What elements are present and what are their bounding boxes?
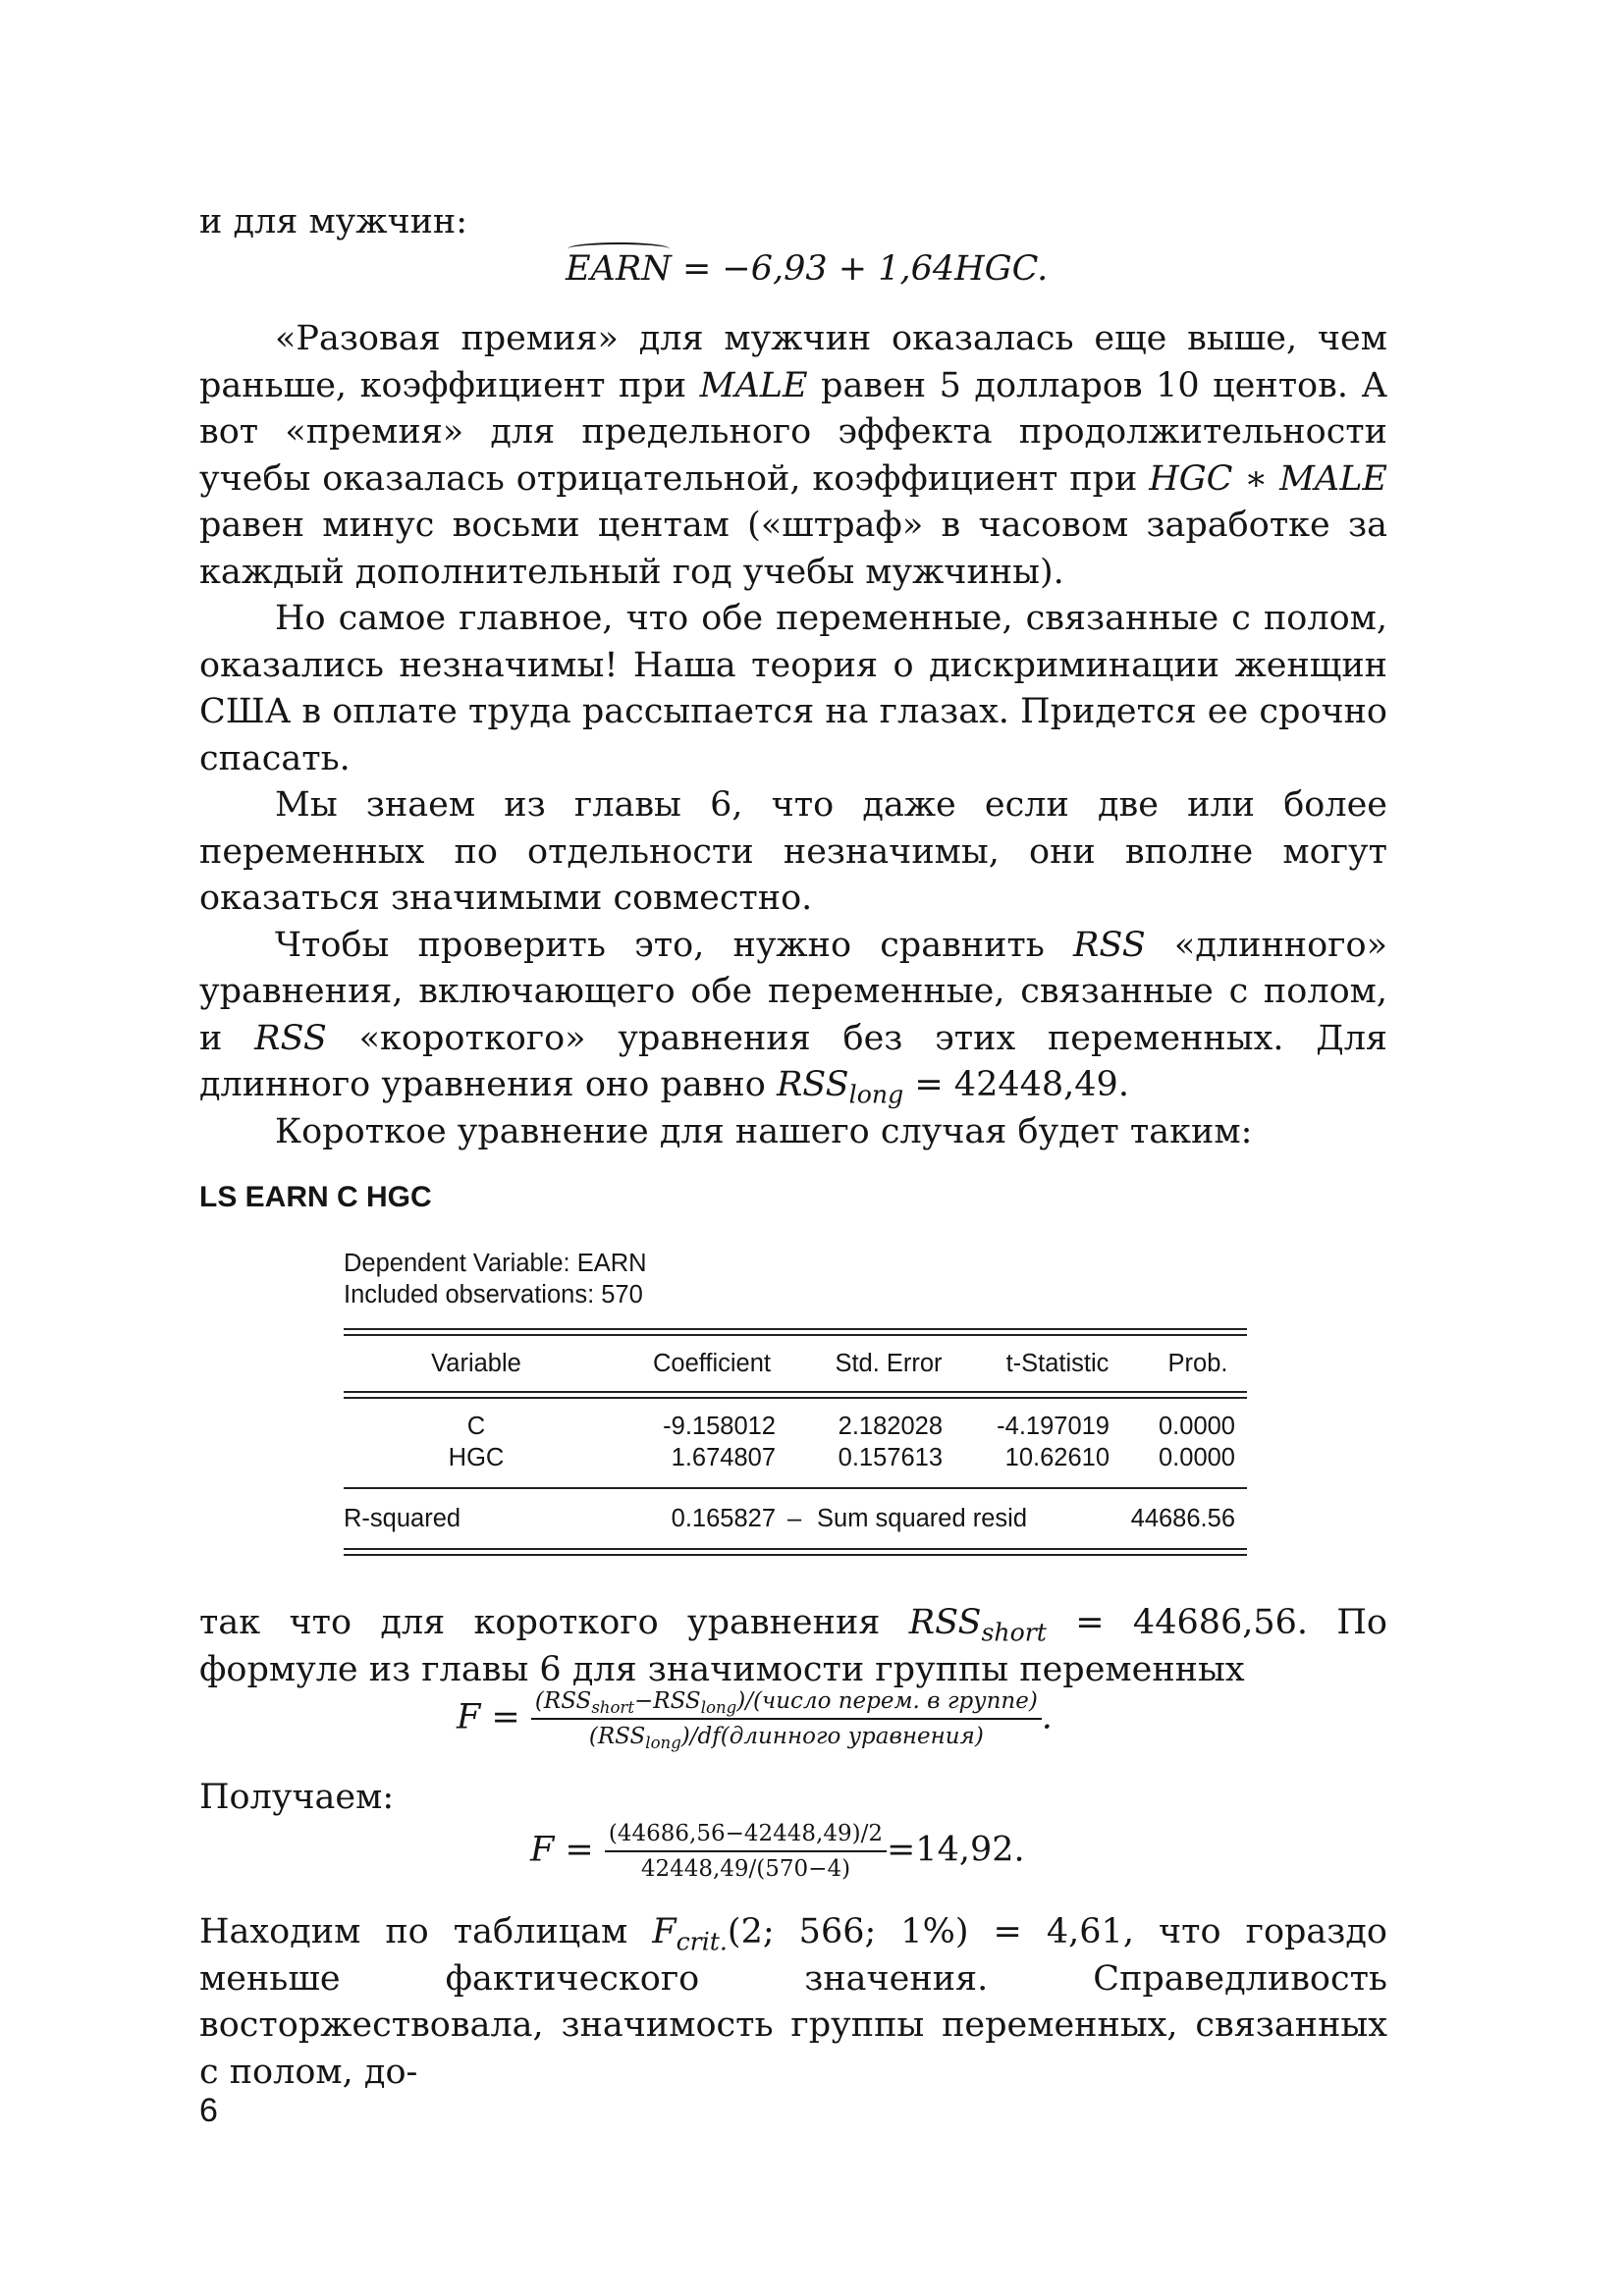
paragraph-intro: и для мужчин: [199,202,468,241]
paragraph-getting: Получаем: [199,1778,395,1817]
rule-mid-1 [344,1391,1247,1393]
earn-hat: EARN [566,246,672,294]
equation-rest: = −6,93 + 1,64HGC. [671,249,1049,289]
rule-bottom-1 [344,1548,1247,1550]
rule-mid-2 [344,1397,1247,1399]
paragraph-chapter6: Мы знаем из главы 6, что даже если две или более переменных по отдельности незначимы, они вполне могут оказаться значимыми совместно. [199,785,1387,918]
f-value-numerator: (44686,56−42448,49)/2 [605,1819,887,1852]
f-value-fraction [605,1819,887,1884]
rule-top-2 [344,1334,1247,1336]
r-squared-value: 0.165827 [671,1505,776,1532]
rss-long: $RSS_{long}$ [776,1065,904,1109]
paragraph-rss: Чтобы проверить это, нужно сравнить RSS «длинного» уравнения, включающего обе переменные, связанные с полом, и RSS «короткого» уравнения без этих переменных. Для длинного уравнения оно равно $RSS_{long} = 42448,49$. [199,925,1388,1109]
f-value-denominator: 42448,49/(570−4) [640,1856,851,1882]
f-formula-denominator: $(RSS_{long})/df(длинного$ уравнения) [588,1724,984,1752]
f-value-result: =14,92. [886,1830,1025,1870]
ls-command-heading: LS EARN C HGC [199,1181,432,1213]
f-formula-fraction [531,1686,1042,1751]
body-text-upper [199,316,1387,1155]
equation-f-value: F = $\frac{(44686,56-42448,49)/2}{42448,49/(570-4)}$ =14,92. [530,1821,1025,1882]
ssr-label: Sum squared resid [817,1505,1028,1532]
body-text-after-table [199,1600,1387,1693]
header-std-error: Std. Error [835,1350,943,1377]
header-t-statistic: t-Statistic [1005,1350,1110,1377]
rule-bottom-2 [344,1554,1247,1556]
paragraph-fcrit: Находим по таблицам $F_{crit.}(2$; 566; 1%) = 4,61, что гораздо меньше фактического значения. Справедливость восторжествовала, значимость группы переменных, связанных с полом, до- [199,1912,1387,2092]
document-page: и для мужчин: EARN = −6,93 + 1,64HGC. «Разовая премия» для мужчин оказалась еще выше, чем раньше, коэффициент при MALE равен 5 долларов 10 центов. А вот «премия» для предельного эффекта продолжительности учебы оказалась отрицательной, коэффициент при HGC ∗ MALE равен минус восьми центам («штраф» в часовом заработке за каждый дополнительный год учебы мужчины). Но самое главное, что обе переменные, связанные с полом, оказались незначимы! Наша теория о дискриминации женщин США в оплате труда рассыпается на глазах. Придется ее срочно спасать. Мы знаем из главы 6, что даже если две или более переменных по отдельности незначимы, они вполне могут оказаться значимыми совместно. Чтобы проверить это, нужно сравнить RSS «длинного» уравнения, включающего обе переменные, связанные с полом, и RSS «короткого» уравнения без этих переменных. Для длинного уравнения оно равно $RSS_{long} = 42448,49$. Короткое уравнение для нашего случая будет таким: LS EARN C HGC Dependent Variable: EARN Included observations: 570 Variable Coefficient Std. Error t-Statistic Prob. C -9.158012 2.182028 -4.197019 0.0000 HGC 1.674807 0.157613 10.62610 0.0000 R-squared 0.165827 – Sum squared resid 44686.56 так что для короткого уравнения $RSS_{short} = 44686,56$. По формуле из главы 6 для значимости группы переменных F = $\frac{(RSS_{short}-RSS_{long})/(число перем. в группе)}{(RSS_{long})/df(длинного уравнения)}$ . Получаем: F = $\frac{(44686,56-42448,49)/2}{42448,49/(570-4)}$ =14,92. Находим по таблицам $F_{crit.}(2$; 566; 1%) = 4,61, что гораздо меньше фактического значения. Справедливость восторжествовала, значимость группы переменных, связанных с полом, до- 6 [0,0,1624,2296]
stats-dash: – [787,1505,802,1532]
paragraph-main: Но самое главное, что обе переменные, связанные с полом, оказались незначимы! Наша теория о дискриминации женщин США в оплате труда рассыпается на глазах. Придется ее срочно спасать. [199,599,1387,778]
paragraph-rss-short: так что для короткого уравнения $RSS_{short} = 44686,56$. По формуле из главы 6 для значимости группы переменных [199,1603,1387,1689]
body-text-getting [199,1775,1387,1822]
equation-f-formula: F = $\frac{(RSS_{short}-RSS_{long})/(число перем. в группе)}{(RSS_{long})/df(длинного уравнения)}$ . [457,1688,1053,1752]
rss-short: $RSS_{short}$ [908,1603,1047,1647]
paragraph-premium: «Разовая премия» для мужчин оказалась еще выше, чем раньше, коэффициент при MALE равен 5 долларов 10 центов. А вот «премия» для предельного эффекта продолжительности учебы оказалась отрицательной, коэффициент при HGC ∗ MALE равен минус восьми центам («штраф» в часовом заработке за каждый дополнительный год учебы мужчины). [199,319,1388,592]
equation-earn-male [566,246,1048,294]
header-variable: Variable [431,1350,521,1377]
r-squared-label: R-squared [344,1505,461,1532]
f-crit: $F_{crit.}$ [652,1912,728,1956]
var-hgc-male: HGC ∗ MALE [1149,458,1387,499]
ssr-value: 44686.56 [1130,1505,1235,1532]
rule-top-1 [344,1328,1247,1330]
intro-line [199,199,1387,246]
header-coefficient: Coefficient [652,1350,772,1377]
paragraph-short-eq: Короткое уравнение для нашего случая будет таким: [275,1111,1253,1151]
header-prob: Prob. [1167,1350,1228,1377]
rule-stats [344,1487,1247,1489]
var-male: MALE [699,365,808,405]
dependent-variable: Dependent Variable: EARN [344,1250,647,1277]
included-observations: Included observations: 570 [344,1281,643,1308]
f-formula-numerator: $(RSS_{short}-RSS_{long})/(число$ перем. в группе) [531,1686,1042,1720]
body-text-final [199,1909,1387,2096]
page-number: 6 [199,2092,218,2129]
